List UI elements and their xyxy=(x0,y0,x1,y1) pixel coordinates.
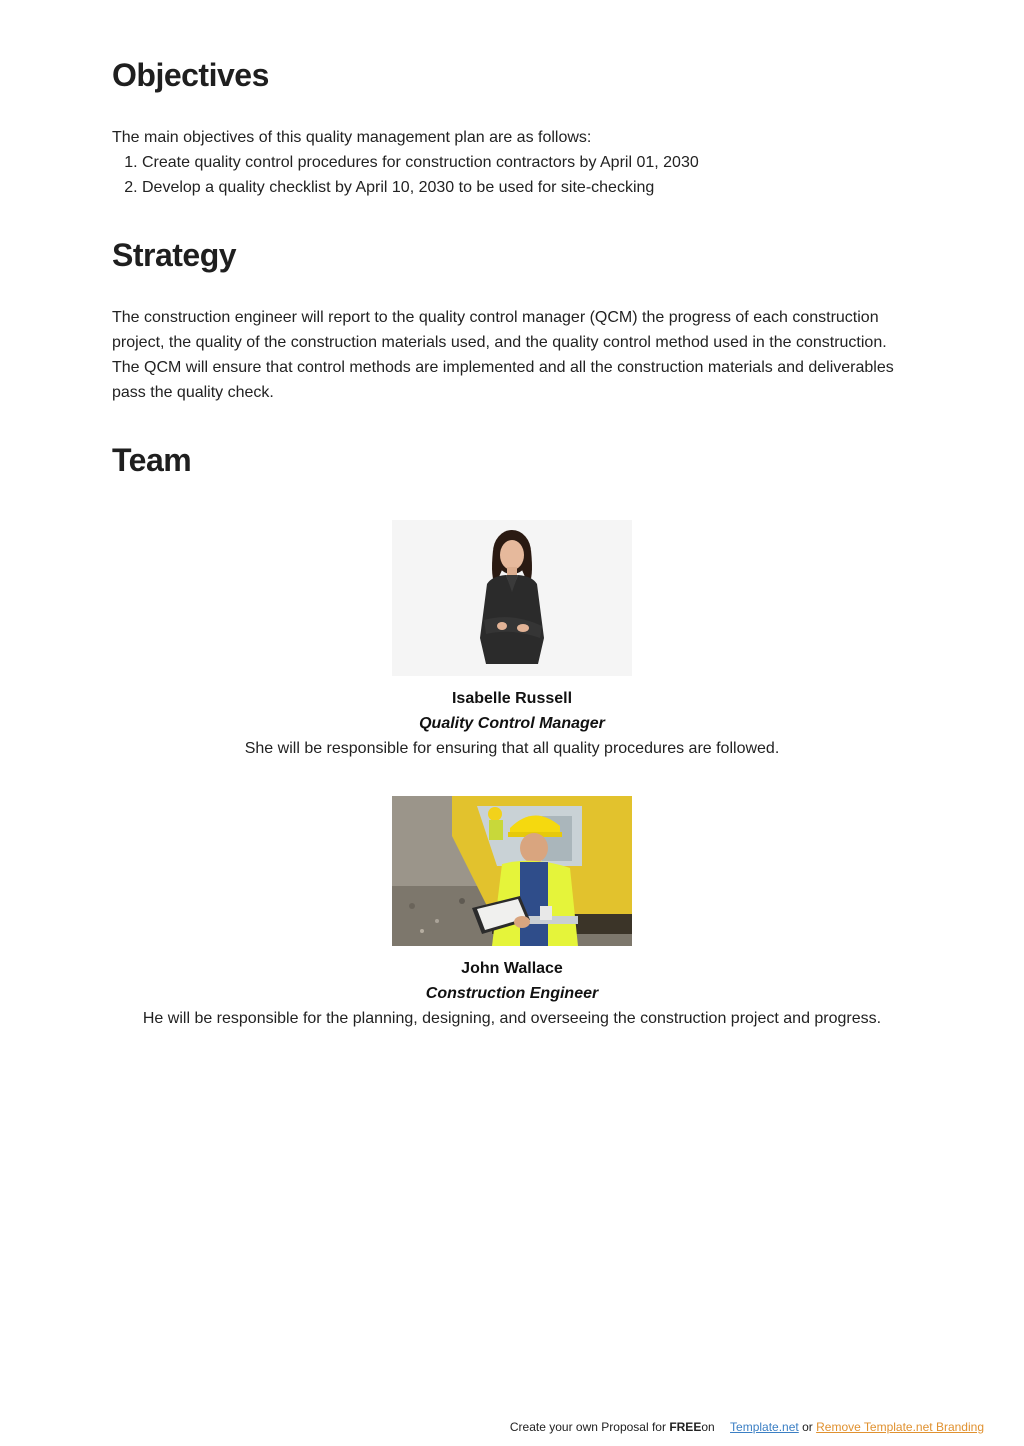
strategy-body: The construction engineer will report to the quality control manager (QCM) the progress of each construction project, the quality of the construction materials used, and the quality control method used in the construction. The QCM will ensure that control methods are implemented and all the construction materials and deliverables pass the quality check. xyxy=(112,309,894,401)
member-photo xyxy=(392,796,632,946)
strategy-heading: Strategy xyxy=(112,237,237,273)
member-description: He will be responsible for the planning, designing, and overseeing the construction project and progress. xyxy=(142,1010,882,1027)
branding-footer xyxy=(510,1420,984,1434)
template-net-link[interactable]: Template.net xyxy=(730,1420,799,1434)
footer-prefix: Create your own Proposal for xyxy=(509,1420,666,1434)
footer-on: on xyxy=(701,1420,715,1434)
list-item: 2. Develop a quality checklist by April 10, 2030 to be used for site-checking xyxy=(142,175,699,200)
team-heading: Team xyxy=(112,442,192,478)
footer-or: or xyxy=(802,1420,813,1434)
remove-branding-link[interactable]: Remove Template.net Branding xyxy=(816,1420,984,1434)
team-member-card xyxy=(0,520,1024,761)
list-item: 1. Create quality control procedures for construction contractors by April 01, 2030 xyxy=(142,150,699,175)
member-role: Quality Control Manager xyxy=(419,715,605,732)
member-role: Construction Engineer xyxy=(425,985,599,1002)
businesswoman-photo xyxy=(392,520,632,676)
member-name: John Wallace xyxy=(461,960,563,977)
objectives-intro: The main objectives of this quality management plan are as follows: xyxy=(112,129,592,146)
team-member-card xyxy=(0,796,1024,1031)
objectives-heading: Objectives xyxy=(112,57,269,93)
footer-free: FREE xyxy=(669,1420,702,1434)
member-description: She will be responsible for ensuring that all quality procedures are followed. xyxy=(244,740,780,757)
construction-worker-photo xyxy=(392,796,632,946)
objectives-list xyxy=(112,150,699,200)
member-photo xyxy=(392,520,632,676)
member-name: Isabelle Russell xyxy=(451,690,573,707)
